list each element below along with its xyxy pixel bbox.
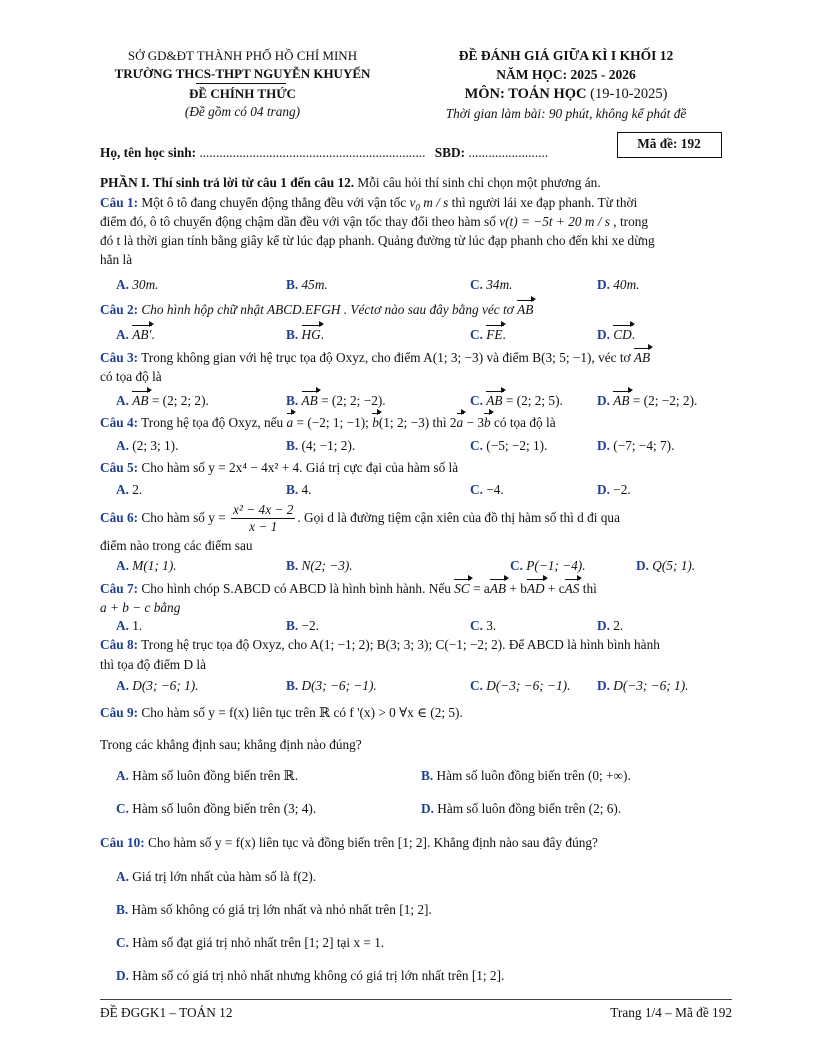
q1-label: Câu 1: — [100, 195, 139, 210]
q1-line3: đó t là thời gian tính bằng giây kể từ lúc đạp phanh. Quảng đường từ lúc đạp phanh cho đến khi xe dừng — [100, 233, 655, 248]
exam-date: (19-10-2025) — [586, 86, 668, 102]
q3-vector: AB — [633, 350, 651, 365]
q10-option-b[interactable]: B. Hàm số không có giá trị lớn nhất và nhỏ nhất trên [1; 2]. — [116, 902, 432, 917]
q4-option-b[interactable]: B. (4; −1; 2). — [286, 438, 356, 453]
q5-option-c[interactable]: C. −4. — [470, 482, 504, 497]
q10-line1 — [100, 834, 732, 851]
q6-line2: điểm nào trong các điểm sau — [100, 538, 253, 553]
q8-option-c[interactable]: C. D(−3; −6; −1). — [470, 678, 571, 693]
q3-option-b[interactable]: B. AB = (2; 2; −2). — [286, 393, 386, 408]
sbd-field[interactable]: ........................ — [468, 145, 549, 160]
q8-line1 — [100, 636, 732, 653]
q10-text: Cho hàm số y = f(x) liên tục và đồng biến trên [1; 2]. Khẳng định nào sau đây đúng? — [144, 835, 598, 850]
q2-option-d[interactable]: D. CD. — [597, 327, 636, 342]
q9-option-b[interactable]: B. Hàm số luôn đồng biến trên (0; +∞). — [421, 768, 631, 783]
part1-title: PHẦN I. Thí sinh trả lời từ câu 1 đến câu 12. — [100, 175, 355, 190]
q5-line1 — [100, 459, 732, 476]
q1-text-c: điểm đó, ô tô chuyển động chậm dần đều với vận tốc thay đổi theo hàm số — [100, 214, 500, 229]
q3-line1 — [100, 349, 732, 366]
q1-v0: $v_0$ — [409, 195, 420, 213]
q3-label: Câu 3: — [100, 350, 139, 365]
q7-option-c[interactable]: C. 3. — [470, 618, 497, 633]
q6-option-d[interactable]: D. Q(5; 1). — [636, 558, 696, 573]
q9-option-c[interactable]: C. Hàm số luôn đồng biến trên (3; 4). — [116, 801, 317, 816]
q1-text-b: thì người lái xe đạp phanh. Từ thời — [448, 195, 638, 210]
q8-line2: thì tọa độ điểm D là — [100, 657, 206, 672]
q3-line2: có tọa độ là — [100, 369, 162, 384]
q10-option-d[interactable]: D. Hàm số có giá trị nhỏ nhất nhưng không có giá trị lớn nhất trên [1; 2]. — [116, 968, 505, 983]
q10-label: Câu 10: — [100, 835, 145, 850]
q5-text: Cho hàm số y = 2x⁴ − 4x² + 4. Giá trị cực đại của hàm số là — [138, 460, 459, 475]
page-count-note: (Đề gồm có 04 trang) — [184, 104, 301, 119]
subject-name: MÔN: TOÁN HỌC — [464, 86, 587, 102]
q2-option-b[interactable]: B. HG. — [286, 327, 325, 342]
q9-line1 — [100, 704, 732, 721]
student-name-label: Họ, tên học sinh: — [100, 145, 197, 160]
q6-option-c[interactable]: C. P(−1; −4). — [510, 558, 586, 573]
official-label: ĐỀ CHÍNH THỨC — [189, 86, 296, 101]
student-name-field[interactable]: .................................................................... — [199, 145, 426, 160]
q1-option-b[interactable]: B. 45m. — [286, 277, 328, 292]
q8-option-b[interactable]: B. D(3; −6; −1). — [286, 678, 377, 693]
exam-title: ĐỀ ĐÁNH GIÁ GIỮA KÌ I KHỐI 12 — [458, 48, 674, 63]
q1-text-a: Một ô tô đang chuyển động thẳng đều với vận tốc — [138, 195, 410, 210]
q2-text: Cho hình hộp chữ nhật ABCD.EFGH . Véctơ nào sau đây bằng véc tơ — [138, 302, 518, 317]
q5-option-d[interactable]: D. −2. — [597, 482, 631, 497]
q9-option-d[interactable]: D. Hàm số luôn đồng biến trên (2; 6). — [421, 801, 622, 816]
q9-text: Cho hàm số y = f(x) liên tục trên ℝ có f '(x) > 0 ∀x ∈ (2; 5). — [138, 705, 463, 720]
q7-option-d[interactable]: D. 2. — [597, 618, 624, 633]
q3-text: Trong không gian với hệ trục tọa độ Oxyz, cho điểm A(1; 3; −3) và điểm B(3; 5; −1), véc tơ — [138, 350, 634, 365]
q7-label: Câu 7: — [100, 581, 139, 596]
q4-option-d[interactable]: D. (−7; −4; 7). — [597, 438, 675, 453]
q1-line2 — [100, 213, 732, 230]
q5-label: Câu 5: — [100, 460, 139, 475]
q7-option-b[interactable]: B. −2. — [286, 618, 320, 633]
subject — [400, 86, 732, 103]
footer-left: ĐỀ ĐGGK1 – TOÁN 12 — [100, 1005, 233, 1020]
footer-right: Trang 1/4 – Mã đề 192 — [610, 1005, 732, 1020]
q3-option-a[interactable]: A. AB = (2; 2; 2). — [116, 393, 209, 408]
q6-label: Câu 6: — [100, 510, 139, 525]
dept-name: SỞ GD&ĐT THÀNH PHỐ HỒ CHÍ MINH — [127, 48, 358, 63]
exam-code: Mã đề: 192 — [637, 136, 701, 151]
q8-text: Trong hệ trục tọa độ Oxyz, cho A(1; −1; 2); B(3; 3; 3); C(−1; −2; 2). Để ABCD là hình bình hành — [138, 637, 660, 652]
part1-instruction — [100, 174, 732, 191]
q3-option-c[interactable]: C. AB = (2; 2; 5). — [470, 393, 563, 408]
part1-rest: Mỗi câu hỏi thí sinh chỉ chọn một phương án. — [354, 175, 601, 190]
q6-fraction: $\frac{\text{x² − 4x − 2}}{x - 1}$ — [233, 502, 294, 535]
footer-divider — [100, 999, 732, 1000]
q6-line1: Câu 6: Cho hàm số y = $\frac{\text{x² − 4x − 2}}{x - 1}$ . Gọi d là đường tiệm cận xiên của đồ thị hàm số thì d đi qua — [100, 502, 620, 535]
q9-line2: Trong các khẳng định sau; khẳng định nào đúng? — [100, 737, 362, 752]
q1-velocity: v(t) = −5t + 20 m / s — [499, 214, 610, 229]
school-year: NĂM HỌC: 2025 - 2026 — [496, 67, 636, 82]
q1-option-d[interactable]: D. 40m. — [597, 277, 640, 292]
time-allowed: Thời gian làm bài: 90 phút, không kể phát đề — [445, 106, 687, 121]
q1-line4: hẳn là — [100, 252, 133, 267]
q6-option-a[interactable]: A. M(1; 1). — [116, 558, 177, 573]
q5-option-b[interactable]: B. 4. — [286, 482, 312, 497]
sbd-label: SBD: — [434, 145, 466, 160]
q8-option-a[interactable]: A. D(3; −6; 1). — [116, 678, 199, 693]
q4-vector-a: a — [286, 415, 294, 430]
q2-option-a[interactable]: A. AB'. — [116, 327, 155, 342]
q2-label: Câu 2: — [100, 302, 139, 317]
q10-option-c[interactable]: C. Hàm số đạt giá trị nhỏ nhất trên [1; 2] tại x = 1. — [116, 935, 385, 950]
q1-unit: m / s — [419, 195, 449, 210]
q7-option-a[interactable]: A. 1. — [116, 618, 143, 633]
q4-label: Câu 4: — [100, 415, 139, 430]
q6-option-b[interactable]: B. N(2; −3). — [286, 558, 353, 573]
q2-vector: AB — [517, 302, 534, 317]
q7-line2: a + b − c bằng — [100, 600, 181, 615]
q2-line1 — [100, 301, 732, 318]
q8-label: Câu 8: — [100, 637, 139, 652]
q5-option-a[interactable]: A. 2. — [116, 482, 143, 497]
q9-option-a[interactable]: A. Hàm số luôn đồng biến trên ℝ. — [116, 768, 299, 783]
q4-vector-b: b — [372, 415, 379, 430]
q9-label: Câu 9: — [100, 705, 139, 720]
q4-option-a[interactable]: A. (2; 3; 1). — [116, 438, 179, 453]
q4-line1: Câu 4: Trong hệ tọa độ Oxyz, nếu a = (−2; 1; −1); b(1; 2; −3) thì 2a − 3b có tọa độ là — [100, 415, 556, 430]
q8-option-d[interactable]: D. D(−3; −6; 1). — [597, 678, 689, 693]
school-underline — [196, 83, 286, 84]
q2-option-c[interactable]: C. FE. — [470, 327, 506, 342]
q1-option-a[interactable]: A. 30m. — [116, 277, 159, 292]
school-name: TRƯỜNG THCS-THPT NGUYỄN KHUYẾN — [114, 66, 371, 81]
q3-option-d[interactable]: D. AB = (2; −2; 2). — [597, 393, 698, 408]
q1-option-c[interactable]: C. 34m. — [470, 277, 513, 292]
student-info-row — [100, 145, 548, 161]
q7-line1: Câu 7: Cho hình chóp S.ABCD có ABCD là hình bình hành. Nếu SC = aAB + bAD + cAS thì — [100, 581, 597, 596]
q4-option-c[interactable]: C. (−5; −2; 1). — [470, 438, 548, 453]
q10-option-a[interactable]: A. Giá trị lớn nhất của hàm số là f(2). — [116, 869, 317, 884]
q1-text-d: , trong — [609, 214, 649, 229]
